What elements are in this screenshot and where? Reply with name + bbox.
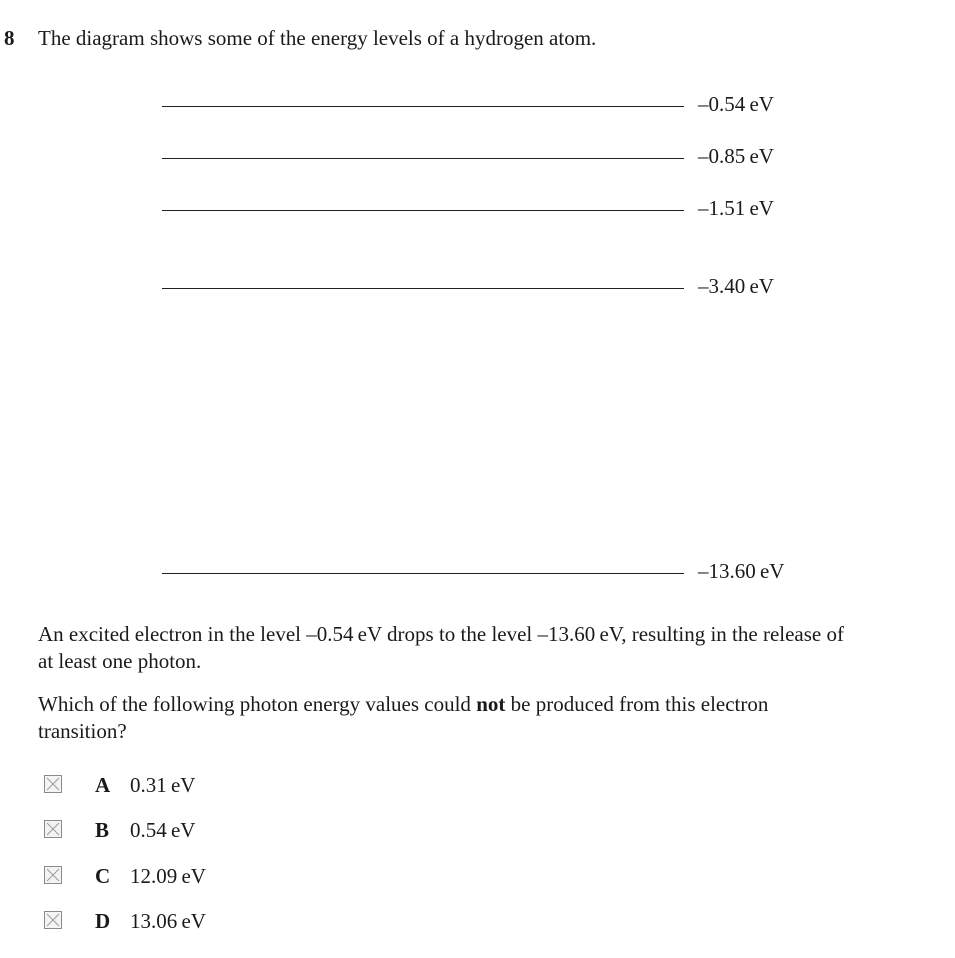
option-d-checkbox[interactable] <box>44 911 62 929</box>
energy-level-line <box>162 573 684 574</box>
question-paragraph-2 <box>38 691 858 745</box>
option-letter: D <box>95 909 111 933</box>
energy-level-label: –3.40 eV <box>698 274 774 298</box>
cross-box-icon <box>45 821 61 837</box>
energy-level-label: –0.54 eV <box>698 92 774 116</box>
energy-level-4 <box>162 544 922 583</box>
energy-level-label: –1.51 eV <box>698 196 774 220</box>
option-d[interactable] <box>44 909 444 935</box>
option-c[interactable] <box>44 864 444 890</box>
energy-level-0 <box>162 77 922 116</box>
option-letter: A <box>95 773 111 797</box>
option-value: 0.31 eV <box>130 773 196 797</box>
emphasis-not: not <box>476 692 506 716</box>
energy-level-label: –13.60 eV <box>698 559 785 583</box>
option-b-checkbox[interactable] <box>44 820 62 838</box>
option-c-checkbox[interactable] <box>44 866 62 884</box>
question-intro: The diagram shows some of the energy levels of a hydrogen atom. <box>38 26 597 50</box>
energy-level-line <box>162 106 684 107</box>
energy-level-2 <box>162 181 922 220</box>
energy-level-1 <box>162 129 922 168</box>
question-paragraph-2-start: Which of the following photon energy values could <box>38 692 477 716</box>
question-paragraph-2-end: be produced from this electron transition? <box>38 692 769 743</box>
energy-level-3 <box>162 259 922 298</box>
question-paragraph-1: An excited electron in the level –0.54 eV drops to the level –13.60 eV, resulting in the release of at least one photon. <box>38 622 844 673</box>
option-letter: B <box>95 818 110 842</box>
energy-level-line <box>162 210 684 211</box>
option-letter: C <box>95 864 111 888</box>
option-value: 12.09 eV <box>130 864 206 888</box>
option-a-checkbox[interactable] <box>44 775 62 793</box>
energy-level-label: –0.85 eV <box>698 144 774 168</box>
option-value: 0.54 eV <box>130 818 196 842</box>
option-b[interactable] <box>44 818 444 844</box>
option-value: 13.06 eV <box>130 909 206 933</box>
cross-box-icon <box>45 867 61 883</box>
energy-level-line <box>162 158 684 159</box>
option-a[interactable] <box>44 773 444 799</box>
energy-level-line <box>162 288 684 289</box>
question-number: 8 <box>4 26 15 50</box>
cross-box-icon <box>45 912 61 928</box>
cross-box-icon <box>45 776 61 792</box>
